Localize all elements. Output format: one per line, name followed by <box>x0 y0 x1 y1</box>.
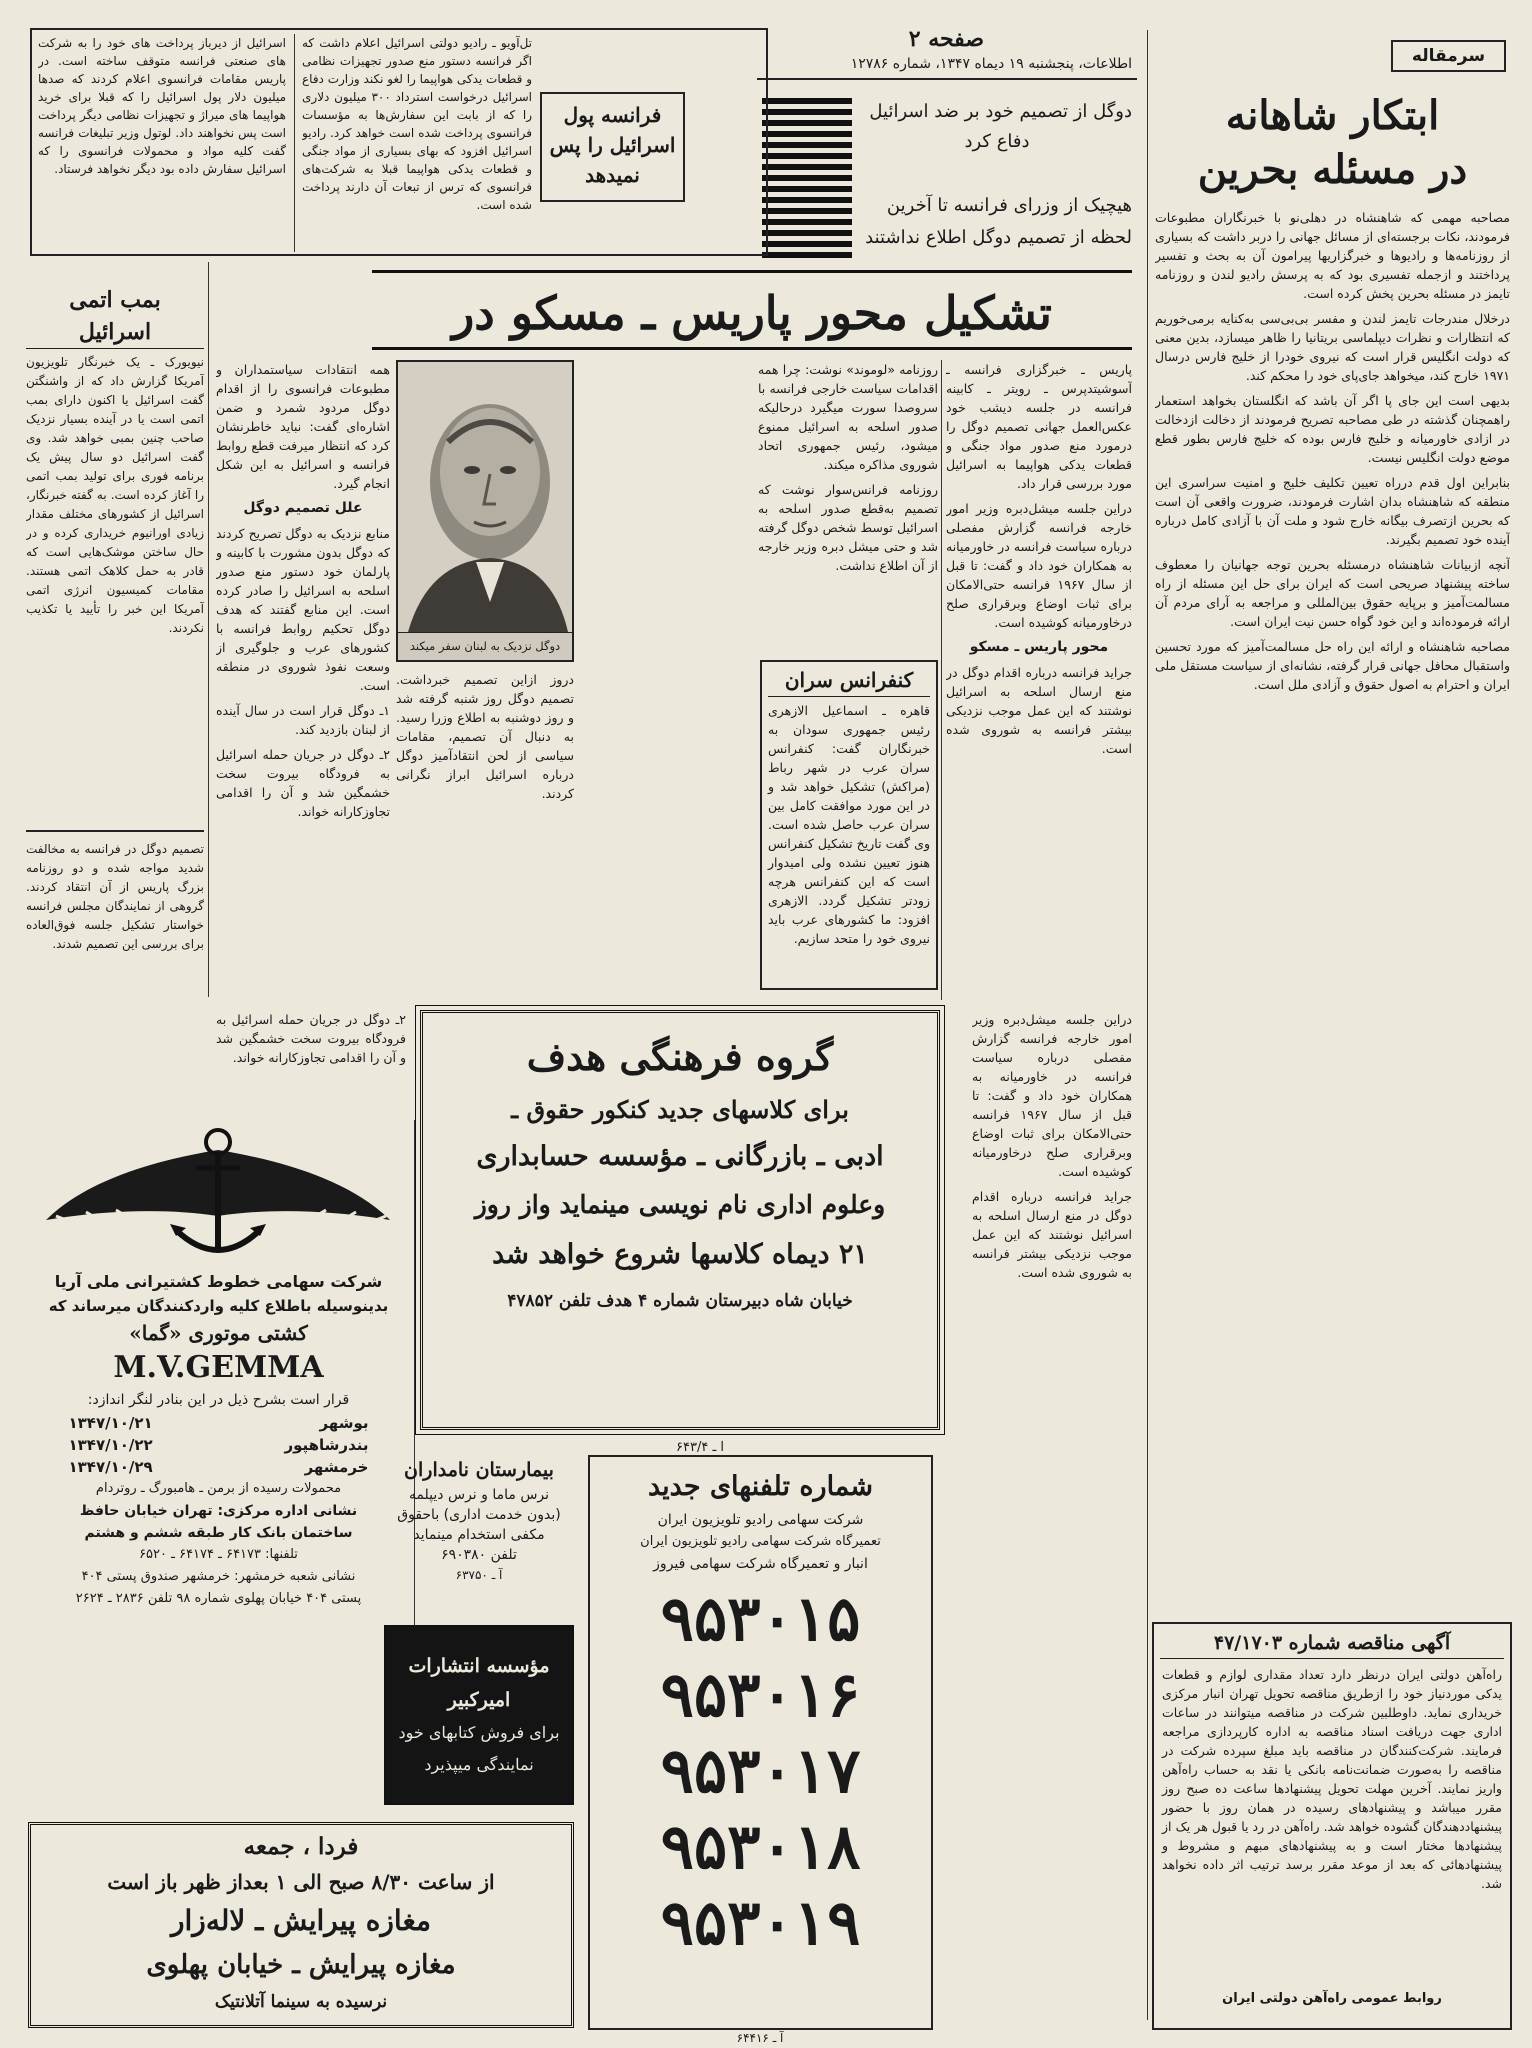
article-subhead: علل تصمیم دوگل <box>243 500 363 516</box>
bomb-title2: اسرائیل <box>26 316 204 349</box>
article-col2 <box>758 360 938 650</box>
gemma-port-row <box>69 1412 369 1434</box>
salon-line2: از ساعت ۸/۳۰ صبح الی ۱ بعداز ظهر باز است <box>107 1870 495 1894</box>
hadaf-line4: وعلوم اداری نام نویسی مینماید واز روز <box>474 1190 886 1219</box>
editorial-paragraph: درخلال مندرجات تایمز لندن و مفسر بی‌بی‌سی به‌کنایه برمی‌خوریم که انتظارات و نظرات دیپلماسی بریتانیا را ظاهر میسازد، بدین معنی که دولت انگلیس قرار است که نیروی خودرا از خلیج فارس درسال ۱۹۷۱ خارج کند، میخواهد جای‌پای خود را محکم کند. <box>1155 311 1510 383</box>
article-paragraph: منابع نزدیک به دوگل تصریح کردند که دوگل بدون مشورت با کابینه و پارلمان خود دستور منع صدور اسلحه به اسرائیل را صادر کرده است. این منابع گفتند که هدف دوگل تحکیم روابط فرانسه با کشورهای عرب و جلوگیری از وسعت نفوذ شوروی در منطقه است. <box>216 526 390 693</box>
editorial-paragraph: مصاحبه مهمی که شاهنشاه در دهلی‌نو با خبرنگاران مطبوعات فرمودند، نکات برجسته‌ای از مسائل جهانی را دربر داشت که بسیاری از روزنامه‌ها و رادیوها و خبرگزاریها پیرامون آن به بحث و تفسیر پرداختند و ازجمله تفسیری بود که به پرسش رادیو لندن و روزنامه تایمز در مسئله بحرین پخش کرده است. <box>1155 210 1510 301</box>
france-box-line3: نمیدهد <box>585 163 640 187</box>
hospital-code: آ ـ ۶۳۷۵۰ <box>455 1568 503 1582</box>
tender-text: راه‌آهن دولتی ایران درنظر دارد تعداد مقداری لوازم و قطعات یدکی موردنیاز خود را ازطریق مناقصه تحویل تهران انبار مرکزی خریداری نماید. داوطلبین شرکت در مناقصه میتوانند در ساعات اداری جهت دریافت اسناد مناقصه به اداره کارپردازی مراجعه فرمایند. شرکت‌کنندگان در مناقصه باید مبلغ سپرده شرکت در مناقصه را به‌صورت ضمانت‌نامه بانکی یا نقد به حساب راه‌آهن واریز نمایند. آخرین مهلت تحویل پیشنهادها ساعت ده صبح روز مقرر میباشد و پیشنهادهای رسیده در همان روز با حضور پیشنهاددهندگان گشوده خواهد شد. راه‌آهن در رد یا قبول هر یک از پیشنهادها مختار است و به پیشنهادهای مبهم و مشروط و پیشنهادهائی که بعد از موعد مقرر برسد ترتیب اثر داده نخواهد شد. <box>1162 1667 1502 1891</box>
salon-ad <box>28 1822 574 2028</box>
article-col3 <box>216 360 390 1000</box>
article-paragraph: دروز ازاین تصمیم خبرداشت. تصمیم دوگل روز شنبه گرفته شد و روز دوشنبه به اطلاع وزرا رسید. به دنبال آن تصمیم، مقامات سیاسی از لحن انتقادآمیز دوگل درباره اسرائیل ابراز نگرانی کردند. <box>396 672 574 801</box>
gemma-port-row <box>69 1434 369 1456</box>
editorial-title-line1: ابتکار شاهانه <box>1225 92 1440 139</box>
hadaf-ad <box>420 1010 940 1430</box>
page-number: صفحه ۲ <box>908 26 984 52</box>
salon-line4: مغازه پیرایش ـ خیابان پهلوی <box>146 1950 456 1980</box>
gemma-ports <box>69 1412 369 1478</box>
top-left-news-box <box>30 28 768 256</box>
article-paragraph: جراید فرانسه درباره اقدام دوگل در منع ارسال اسلحه به اسرائیل نوشتند که این عمل موجب نزدیکی بیشتر فرانسه به شوروی شده است. <box>946 665 1132 756</box>
phones-line2: تعمیرگاه شرکت سهامی رادیو تلویزیون ایران <box>640 1534 881 1549</box>
phone-number: ۹۵۳۰۱۷ <box>660 1734 861 1807</box>
gemma-line5: محمولات رسیده از برمن ـ هامبورگ ـ روتردام <box>95 1481 342 1496</box>
salon-line1: فردا ، جمعه <box>243 1833 359 1860</box>
lower-left-text: تصمیم دوگل در فرانسه به مخالفت شدید مواجه شده و دو روزنامه بزرگ پاریس از آن انتقاد کردند. گروهی از نمایندگان مجلس فرانسه خواستار تشکیل جلسه فوق‌العاده برای بررسی این تصمیم شدند. <box>26 842 204 951</box>
headline-stripes <box>762 98 852 263</box>
tl-column-1: تل‌آویو ـ رادیو دولتی اسرائیل اعلام داشت که اگر فرانسه دستور منع صدور تجهیزات نظامی و قطعات یدکی هواپیما را لغو نکند وزارت دفاع اسرائیل درخواست استرداد ۳۰۰ میلیون دلاری را که از بابت این سفارش‌ها به مؤسسات فرانسوی پرداخت شده است خواهد کرد. رادیو اسرائیل افزود که بهای بسیاری از مواد جنگی و قطعات یدکی هواپیما قبلا به شرکت‌های فرانسوی که ترس از تبعات آن دارند پرداخت شده است. <box>302 36 532 212</box>
gemma-line10: پستی ۴۰۴ خیابان پهلوی شماره ۹۸ تلفن ۲۸۳۶ ـ ۲۶۲۴ <box>75 1591 362 1606</box>
article-paragraph: همه انتقادات سیاستمداران و مطبوعات فرانسوی را از اقدام دوگل مردود شمرد و ضمن اشاره‌ای گفت: نباید خاطرنشان کرد که انتظار میرفت قطع روابط فرانسه و اسرائیل به این شکل انجام گیرد. <box>216 362 390 491</box>
amirkabir-line2: برای فروش کتابهای خود <box>398 1723 560 1742</box>
article-paragraph: پاریس ـ خبرگزاری فرانسه ـ آسوشیتدپرس ـ رویتر ـ کابینه فرانسه در جلسه دیشب خود عکس‌العمل جهانی تصمیم دوگل را درمورد منع صدور مواد جنگی و قطعات یدکی هواپیما به اسرائیل مورد بررسی قرار داد. <box>946 362 1132 491</box>
column-rule <box>1147 30 1148 2020</box>
gemma-line1: شرکت سهامی خطوط کشتیرانی ملی آریا <box>54 1272 383 1291</box>
portrait-image <box>398 362 572 632</box>
article-subhead: محور پاریس ـ مسکو <box>969 639 1109 655</box>
hospital-title: بیمارستان نامداران <box>404 1459 554 1481</box>
photo-caption: دوگل نزدیک به لبنان سفر میکند <box>398 632 572 659</box>
amirkabir-line1: مؤسسه انتشارات امیرکبیر <box>408 1655 550 1711</box>
article-paragraph: جراید فرانسه درباره اقدام دوگل در منع ارسال اسلحه به اسرائیل نوشتند که این عمل موجب نزدیکی بیشتر فرانسه به شوروی شده است. <box>972 1189 1132 1280</box>
article-paragraph: دراین جلسه میشل‌دبره وزیر امور خارجه فرانسه گزارش مفصلی درباره سیاست فرانسه در خاورمیانه به همکاران خود داد و گفت: تا قبل از سال ۱۹۶۷ فرانسه حتی‌الامکان برای ثبات اوضاع وبرقراری صلح درخاورمیانه کوشیده است. <box>946 501 1132 630</box>
degaulle-line4: لحظه از تصمیم دوگل اطلاع نداشتند <box>865 227 1132 248</box>
port-date: ۱۳۴۷/۱۰/۲۲ <box>68 1436 153 1454</box>
phones-line3: انبار و تعمیرگاه شرکت سهامی فیروز <box>653 1556 868 1572</box>
degaulle-block <box>762 94 1132 264</box>
lower-left-continuation <box>216 1010 406 1110</box>
port-name: بندرشاهپور <box>284 1436 369 1454</box>
editorial-column <box>1151 28 1514 1608</box>
hadaf-line6: خیابان شاه دبیرستان شماره ۴ هدف تلفن ۴۷۸۵۲ <box>507 1291 853 1311</box>
editorial-body <box>1155 208 1510 1598</box>
gemma-line2: بدینوسیله باطلاع کلیه واردکنندگان میرساند که <box>48 1297 389 1315</box>
article-lower-right <box>972 1010 1132 1430</box>
gemma-line6: نشانی اداره مرکزی: تهران خیابان حافظ <box>79 1503 358 1519</box>
editorial-label: سرمقاله <box>1391 40 1506 72</box>
bomb-text: نیویورک ـ یک خبرنگار تلویزیون آمریکا گزارش داد که از واشنگتن گفت اسرائیل یا اکنون دارای بمب اتمی است یا در آینده بسیار نزدیک صاحب چنین بمبی خواهد شد. وی گفت اسرائیل دو سال پیش یک برنامه فوری برای تولید بمب اتمی را آغاز کرده است. به گفته خبرنگار، اسرائیل از کشورهای مختلف مقدار زیادی اورانیوم خریداری کرده و در حال ساختن موشک‌هایی است که قادر به حمل کلاهک اتمی هستند. مقامات کمیسیون انرژی اتمی آمریکا این خبر را تأیید یا تکذیب نکردند. <box>26 355 204 635</box>
article-paragraph: روزنامه فرانس‌سوار نوشت که تصمیم به‌قطع صدور اسلحه به اسرائیل توسط شخص دوگل گرفته شد و حتی میشل دبره وزیر خارجه از آن اطلاع نداشت. <box>758 482 938 573</box>
gemma-ad <box>26 1120 411 1660</box>
port-name: خرمشهر <box>304 1458 369 1476</box>
degaulle-line1: دوگل از تصمیم خود بر ضد اسرائیل <box>869 101 1132 122</box>
article-paragraph: ۱ـ دوگل قرار است در سال آینده از لبنان بازدید کند. <box>216 703 390 737</box>
degaulle-photo <box>396 360 574 662</box>
column-rule <box>941 360 942 1000</box>
salon-line3: مغازه پیرایش ـ لاله‌زار <box>171 1904 431 1937</box>
gemma-line9: نشانی شعبه خرمشهر: خرمشهر صندوق پستی ۴۰۴ <box>81 1569 356 1584</box>
hospital-line4: تلفن ۶۹۰۳۸۰ <box>441 1547 517 1563</box>
main-headline: تشکیل محور پاریس ـ مسکو در <box>372 270 1132 350</box>
gemma-line3: کشتی موتوری «گما» <box>129 1321 308 1345</box>
tl-column-2: اسرائیل از دیرباز پرداخت های خود را به شرکت های صنعتی فرانسه متوقف ساخته است. در پاریس مقامات فرانسوی اعلام کردند که صدها میلیون دلار پول اسرائیل را که قبلا برای خرید هواپیما های میراژ و تجهیزات نظامی دیگر پرداخت است پس نخواهند داد. لوتول وزیر تبلیغات فرانسه گفت کلیه مواد و محمولات فرانسوی را که اسرائیل سفارش داده بود دیگر نخواهد فرستاد. <box>38 36 286 176</box>
editorial-paragraph: مصاحبه شاهنشاه و ارائه این راه حل مسالمت‌آمیز که مورد تحسین واستقبال محافل جهانی قرار گرفته، نشانه‌ای از سیاست مستقل ملی ایران و احترام به اصول حقوق و آزادی ملل است. <box>1155 639 1510 692</box>
tender-title: آگهی مناقصه شماره ۴۷/۱۷۰۳ <box>1160 1628 1504 1659</box>
port-date: ۱۳۴۷/۱۰/۲۹ <box>68 1458 153 1476</box>
hadaf-line2: برای کلاسهای جدید کنکور حقوق ـ <box>511 1095 849 1124</box>
article-paragraph: ۲ـ دوگل در جریان حمله اسرائیل به فرودگاه بیروت سخت خشمگین شد و آن را اقدامی تجاوزکارانه خواند. <box>216 747 390 819</box>
port-date: ۱۳۴۷/۱۰/۲۱ <box>68 1414 153 1432</box>
amirkabir-line3: نمایندگی میپذیرد <box>424 1755 534 1774</box>
hospital-line1: نرس ماما و نرس دیپلمه <box>408 1487 550 1503</box>
gemma-ship-name: M.V.GEMMA <box>113 1350 324 1385</box>
hospital-line2: (بدون خدمت اداری) باحقوق <box>397 1507 561 1523</box>
france-box-line1: فرانسه پول <box>563 103 662 127</box>
salon-line5: نرسیده به سینما آتلانتیک <box>214 1992 388 2012</box>
gemma-port-row <box>69 1456 369 1478</box>
hadaf-line1: گروه فرهنگی هدف <box>526 1034 834 1079</box>
degaulle-line3: هیچیک از وزرای فرانسه تا آخرین <box>886 195 1132 216</box>
phone-number: ۹۵۳۰۱۸ <box>660 1810 861 1883</box>
editorial-title-line2: در مسئله بحرین <box>1197 146 1468 193</box>
aria-anchor-logo <box>26 1120 411 1270</box>
france-box-line2: اسرائیل را پس <box>549 133 676 157</box>
conference-title: کنفرانس سران <box>768 664 930 697</box>
degaulle-line2: دفاع کرد <box>964 131 1030 152</box>
tender-footer: روابط عمومی راه‌آهن دولتی ایران <box>1222 1991 1442 2006</box>
amirkabir-ad <box>384 1625 574 1805</box>
conference-box <box>760 660 938 990</box>
phone-number: ۹۵۳۰۱۶ <box>660 1658 861 1731</box>
bomb-title1: بمب اتمی <box>69 287 161 313</box>
dateline: اطلاعات، پنجشنبه ۱۹ دیماه ۱۳۴۷، شماره ۱۲۷۸۶ <box>850 56 1132 72</box>
gemma-line4: قرار است بشرح ذیل در این بنادر لنگر اندازد: <box>87 1392 350 1408</box>
phones-code: آ ـ ۶۴۴۱۶ <box>736 2031 784 2045</box>
tender-ad <box>1152 1622 1512 2030</box>
bomb-rule <box>26 830 204 832</box>
hadaf-line3: ادبی ـ بازرگانی ـ مؤسسه حسابداری <box>476 1141 884 1172</box>
phones-ad <box>588 1455 933 2030</box>
tl-column-rule <box>294 34 295 252</box>
editorial-paragraph: بنابراین اول قدم درراه تعیین تکلیف خلیج و امنیت سراسری این منطقه که شاهنشاه بدان اشارت فرمودند، ضرورت واقعی آن است که بحرین ازتصرف بیگانه خارج شود و ملت آن با آزادی کامل درباره آینده خود تصمیم بگیرند. <box>1155 475 1510 547</box>
header-rule <box>757 78 1137 80</box>
france-money-box <box>540 92 685 202</box>
gemma-line7: ساختمان بانک کار طبقه ششم و هشتم <box>84 1525 353 1541</box>
hadaf-code: آ ـ ۶۴۳/۴ <box>676 1440 724 1455</box>
article-paragraph: دراین جلسه میشل‌دبره وزیر امور خارجه فرانسه گزارش مفصلی درباره سیاست فرانسه در خاورمیانه به همکاران خود داد و گفت: تا قبل از سال ۱۹۶۷ فرانسه حتی‌الامکان برای ثبات اوضاع وبرقراری صلح درخاورمیانه کوشیده است. <box>972 1012 1132 1179</box>
phone-number: ۹۵۳۰۱۵ <box>660 1582 861 1655</box>
phones-title: شماره تلفنهای جدید <box>647 1471 874 1502</box>
article-col1 <box>946 360 1132 1000</box>
hospital-line3: مکفی استخدام مینماید <box>413 1527 545 1543</box>
hadaf-line5: ۲۱ دیماه کلاسها شروع خواهد شد <box>492 1239 868 1270</box>
hospital-ad <box>384 1455 574 1615</box>
gemma-line8: تلفنها: ۶۴۱۷۳ ـ ۶۴۱۷۴ ـ ۶۵۲۰ <box>139 1547 298 1562</box>
phone-number: ۹۵۳۰۱۹ <box>660 1886 861 1959</box>
phones-line1: شرکت سهامی رادیو تلویزیون ایران <box>657 1512 864 1528</box>
article-col2-lower <box>396 670 574 1000</box>
port-name: بوشهر <box>319 1414 369 1432</box>
bomb-column <box>26 262 204 997</box>
article-paragraph: روزنامه «لوموند» نوشت: چرا همه اقدامات سیاست خارجی فرانسه با سروصدا سورت میگیرد درحالیکه صدور اسلحه به اسرائیل ممنوع میشود، رئیس جمهوری اتحاد شوروی مذاکره میکند. <box>758 362 938 472</box>
editorial-paragraph: بدیهی است این جای پا اگر آن باشد که انگلستان بخواهد استعمار راهمچنان گذشته در طی مصاحبه تصریح فرمودند از دخالت ازدخالت در ازادی خاورمیانه و خلیج فارس بوده که خلیج فارس بطور قطع موضع دولت انگلیس نیست. <box>1155 393 1510 465</box>
article-paragraph: ۲ـ دوگل در جریان حمله اسرائیل به فرودگاه بیروت سخت خشمگین شد و آن را اقدامی تجاوزکارانه خواند. <box>216 1012 406 1065</box>
editorial-paragraph: آنچه ازبیانات شاهنشاه درمسئله بحرین توجه جهانیان را معطوف ساخته پیشنهاد صریحی است که ایران برای حل این مسئله از راه مسالمت‌آمیز و برپایه حقوق بین‌المللی و مراجعه به آرای مردم آن ارائه فرموده‌اند و این خود گواه حسن نیت ایران است. <box>1155 557 1510 629</box>
conference-text: قاهره ـ اسماعیل الازهری رئیس جمهوری سودان به خبرنگاران گفت: کنفرانس سران عرب در شهر رباط (مراکش) تشکیل خواهد شد و در این مورد موافقت کامل بین سران عرب حاصل شده است. وی گفت تاریخ تشکیل کنفرانس هنوز تعیین نشده ولی امیدوار است که این کنفرانس هرچه زودتر تشکیل گردد. الازهری افزود: ما کشورهای عرب باید نیروی خود را متحد سازیم. <box>768 703 930 946</box>
column-rule <box>208 262 209 997</box>
